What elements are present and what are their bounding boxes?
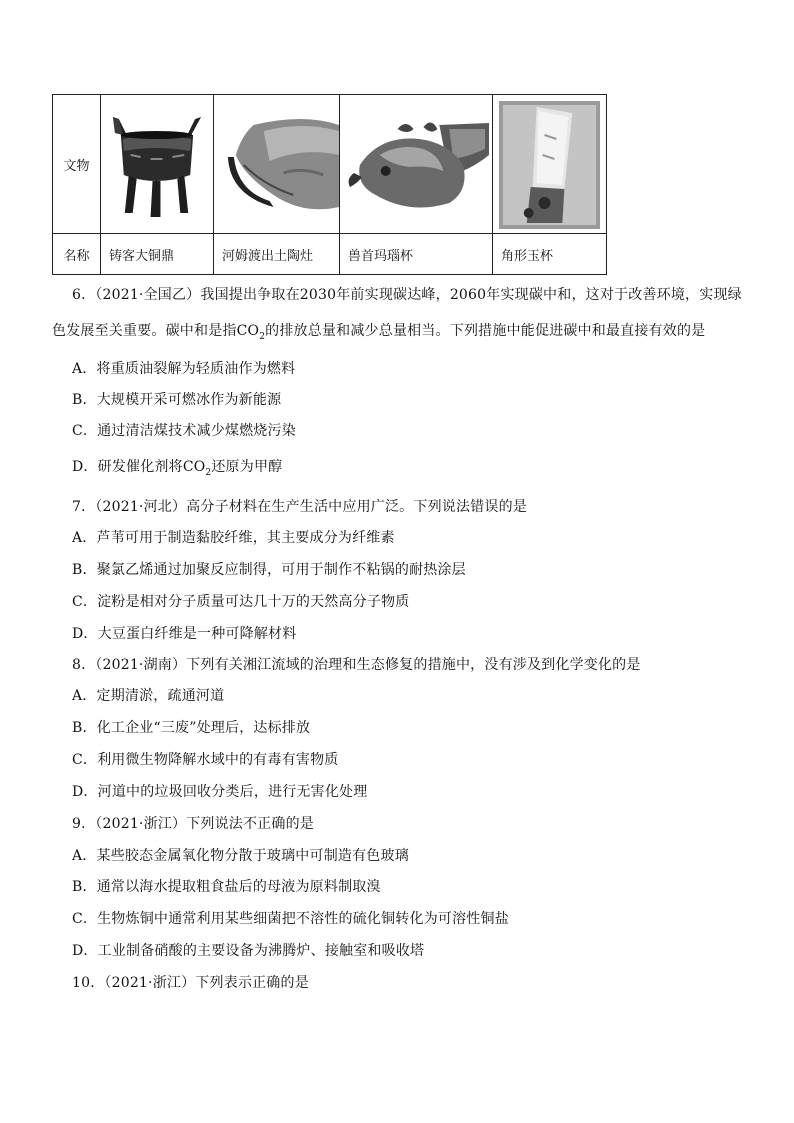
option-b[interactable]: B．大规模开采可燃冰作为新能源 bbox=[72, 392, 282, 408]
option-b[interactable]: B．聚氯乙烯通过加聚反应制得，可用于制作不粘锅的耐热涂层 bbox=[72, 562, 466, 578]
option-a[interactable]: A．将重质油裂解为轻质油作为燃料 bbox=[72, 361, 296, 377]
pottery-stove-image bbox=[214, 95, 340, 234]
option-d[interactable]: D．大豆蛋白纤维是一种可降解材料 bbox=[72, 626, 297, 642]
co2-formula bbox=[236, 323, 266, 342]
artifact-name-row bbox=[53, 234, 607, 275]
artifact-name: 兽首玛瑙杯 bbox=[340, 234, 493, 275]
question-stem: 10．（2021·浙江）下列表示正确的是 bbox=[72, 975, 309, 991]
option-d[interactable]: D．河道中的垃圾回收分类后，进行无害化处理 bbox=[72, 784, 368, 800]
artifact-image-row bbox=[53, 95, 607, 234]
option-text: D．研发催化剂将 bbox=[72, 459, 183, 475]
horn-jade-cup-image bbox=[493, 95, 607, 234]
question-stem-continued bbox=[52, 320, 705, 342]
row-head-name: 名称 bbox=[53, 234, 101, 275]
question-stem: 6．（2021·全国乙）我国提出争取在2030年前实现碳达峰，2060年实现碳中和，这对于改善环境，实现绿 bbox=[72, 287, 742, 303]
bronze-ding-image bbox=[101, 95, 214, 234]
artifact-name: 角形玉杯 bbox=[493, 234, 607, 275]
stem-text: 的排放总量和减少总量相当。下列措施中能促进碳中和最直接有效的是 bbox=[265, 323, 706, 339]
question-stem: 8．（2021·湖南）下列有关湘江流域的治理和生态修复的措施中，没有涉及到化学变化的是 bbox=[72, 657, 641, 673]
option-c[interactable]: C．利用微生物降解水域中的有毒有害物质 bbox=[72, 752, 339, 768]
option-d[interactable]: D．工业制备硝酸的主要设备为沸腾炉、接触室和吸收塔 bbox=[72, 943, 425, 959]
question-stem: 9．（2021·浙江）下列说法不正确的是 bbox=[72, 816, 314, 832]
option-c[interactable]: C．通过清洁煤技术减少煤燃烧污染 bbox=[72, 423, 296, 439]
option-b[interactable]: B．化工企业“三废”处理后，达标排放 bbox=[72, 720, 311, 736]
option-a[interactable]: A．芦苇可用于制造黏胶纤维，其主要成分为纤维素 bbox=[72, 530, 395, 546]
artifact-name: 铸客大铜鼎 bbox=[101, 234, 214, 275]
option-a[interactable]: A．某些胶态金属氧化物分散于玻璃中可制造有色玻璃 bbox=[72, 848, 409, 864]
option-b[interactable]: B．通常以海水提取粗食盐后的母液为原料制取溴 bbox=[72, 879, 381, 895]
option-a[interactable]: A．定期清淤，疏通河道 bbox=[72, 688, 225, 704]
artifact-name: 河姆渡出土陶灶 bbox=[214, 234, 340, 275]
artifact-table bbox=[52, 94, 607, 275]
formula-subscript: 2 bbox=[259, 331, 266, 342]
formula-co: CO bbox=[182, 459, 206, 475]
option-text: 还原为甲醇 bbox=[211, 459, 283, 475]
agate-cup-image bbox=[340, 95, 493, 234]
option-c[interactable]: C．淀粉是相对分子质量可达几十万的天然高分子物质 bbox=[72, 594, 410, 610]
formula-subscript: 2 bbox=[205, 467, 212, 478]
option-d[interactable] bbox=[72, 456, 282, 478]
stem-text: 色发展至关重要。碳中和是指 bbox=[52, 323, 237, 339]
question-stem: 7．（2021·河北）高分子材料在生产生活中应用广泛。下列说法错误的是 bbox=[72, 499, 527, 515]
option-c[interactable]: C．生物炼铜中通常利用某些细菌把不溶性的硫化铜转化为可溶性铜盐 bbox=[72, 911, 509, 927]
co2-formula bbox=[182, 459, 212, 478]
formula-co: CO bbox=[236, 323, 260, 339]
row-head-artifact: 文物 bbox=[53, 95, 101, 234]
